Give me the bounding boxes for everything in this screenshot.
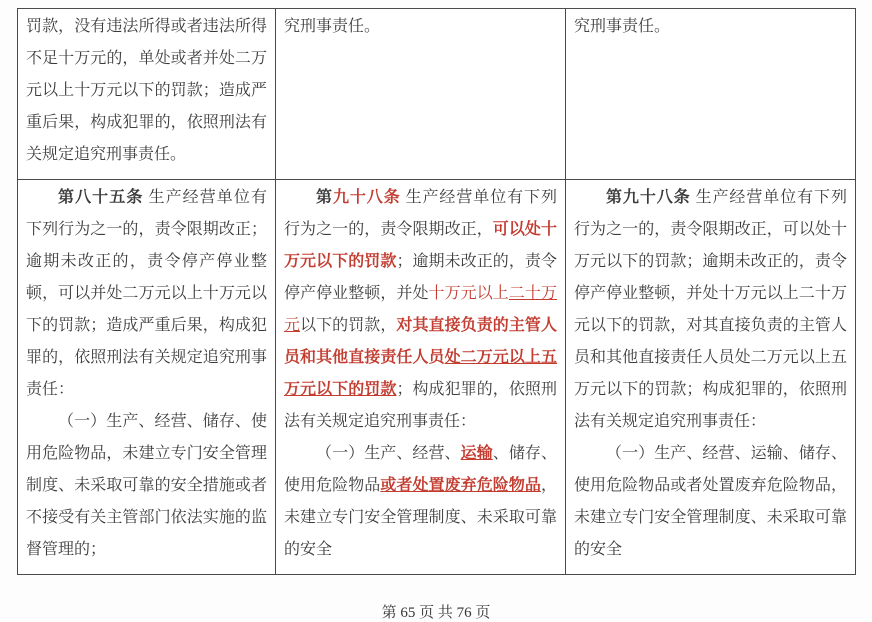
revision-highlight-text: 二十万元 bbox=[284, 285, 557, 334]
table-cell-r1-c2 bbox=[566, 180, 856, 575]
page-number-footer: 第 65 页 共 76 页 bbox=[381, 605, 491, 621]
revision-highlight-text: 运输 bbox=[460, 445, 493, 462]
text-run: 以下的罚款， bbox=[300, 317, 397, 334]
text-run: 第 bbox=[316, 189, 333, 206]
revision-highlight-text: 九十八条 bbox=[332, 189, 401, 206]
revision-highlight-text: 处二万元以上五万元以下的罚款 bbox=[284, 349, 557, 398]
revision-highlight-text: 对其直接负责的主管人员和其他直接责任人员 bbox=[284, 317, 557, 366]
paragraph bbox=[574, 182, 847, 438]
text-run: 究刑事责任。 bbox=[574, 18, 671, 35]
table-cell-r0-c1 bbox=[276, 9, 566, 180]
revision-highlight-text: 或者处置废弃危险物品 bbox=[380, 477, 541, 494]
comparison-table bbox=[17, 8, 856, 575]
text-run: 、储存、使用危险物品 bbox=[284, 445, 557, 494]
text-run: （一）生产、经营、 bbox=[316, 445, 461, 462]
text-run: ；构成犯罪的，依照刑法有关规定追究刑事责任： bbox=[284, 381, 557, 430]
paragraph bbox=[284, 11, 557, 43]
table-cell-r1-c1 bbox=[276, 180, 566, 575]
paragraph bbox=[574, 438, 847, 566]
row-article-comparison bbox=[18, 180, 856, 575]
text-run: 生产经营单位有下列行为之一的，责令限期改正， bbox=[284, 189, 557, 238]
text-run: 生产经营单位有下列行为之一的，责令限期改正，可以处十万元以下的罚款；逾期未改正的，责令停产停业整顿，并处十万元以上二十万元以下的罚款，对其直接负责的主管人员和其他直接责任人员处二万元以上五万元以下的罚款；构成犯罪的，依照刑法有关规定追究刑事责任： bbox=[574, 189, 847, 430]
comparison-table-body bbox=[18, 9, 856, 575]
text-run: 生产经营单位有下列行为之一的，责令限期改正；逾期未改正的，责令停产停业整顿，可以并处二万元以上十万元以下的罚款；造成严重后果，构成犯罪的，依照刑法有关规定追究刑事责任： bbox=[26, 189, 267, 398]
paragraph bbox=[574, 11, 847, 43]
revision-highlight-text: 十万元以上 bbox=[428, 285, 509, 302]
row-continued-from-previous-page bbox=[18, 9, 856, 180]
paragraph bbox=[26, 11, 267, 171]
table-cell-r0-c0 bbox=[18, 9, 276, 180]
table-cell-r1-c0 bbox=[18, 180, 276, 575]
paragraph bbox=[26, 406, 267, 566]
document-page bbox=[0, 8, 872, 621]
paragraph bbox=[284, 438, 557, 566]
text-run: （一）生产、经营、运输、储存、使用危险物品或者处置废弃危险物品，未建立专门安全管理制度、未采取可靠的安全 bbox=[574, 445, 847, 558]
text-run: 第八十五条 bbox=[58, 189, 144, 206]
text-run: ；逾期未改正的，责令停产停业整顿，并处 bbox=[284, 253, 557, 302]
paragraph bbox=[26, 182, 267, 406]
text-run: 罚款，没有违法所得或者违法所得不足十万元的，单处或者并处二万元以上十万元以下的罚款；造成严重后果，构成犯罪的，依照刑法有关规定追究刑事责任。 bbox=[26, 18, 267, 163]
text-run: ，未建立专门安全管理制度、未采取可靠的安全 bbox=[284, 477, 557, 558]
table-cell-r0-c2 bbox=[566, 9, 856, 180]
revision-highlight-text: 可以处十万元以下的罚款 bbox=[284, 221, 557, 270]
paragraph bbox=[284, 182, 557, 438]
text-run: 究刑事责任。 bbox=[284, 18, 381, 35]
text-run: 第九十八条 bbox=[606, 189, 691, 206]
text-run: （一）生产、经营、储存、使用危险物品，未建立专门安全管理制度、未采取可靠的安全措施或者不接受有关主管部门依法实施的监督管理的； bbox=[26, 413, 267, 558]
